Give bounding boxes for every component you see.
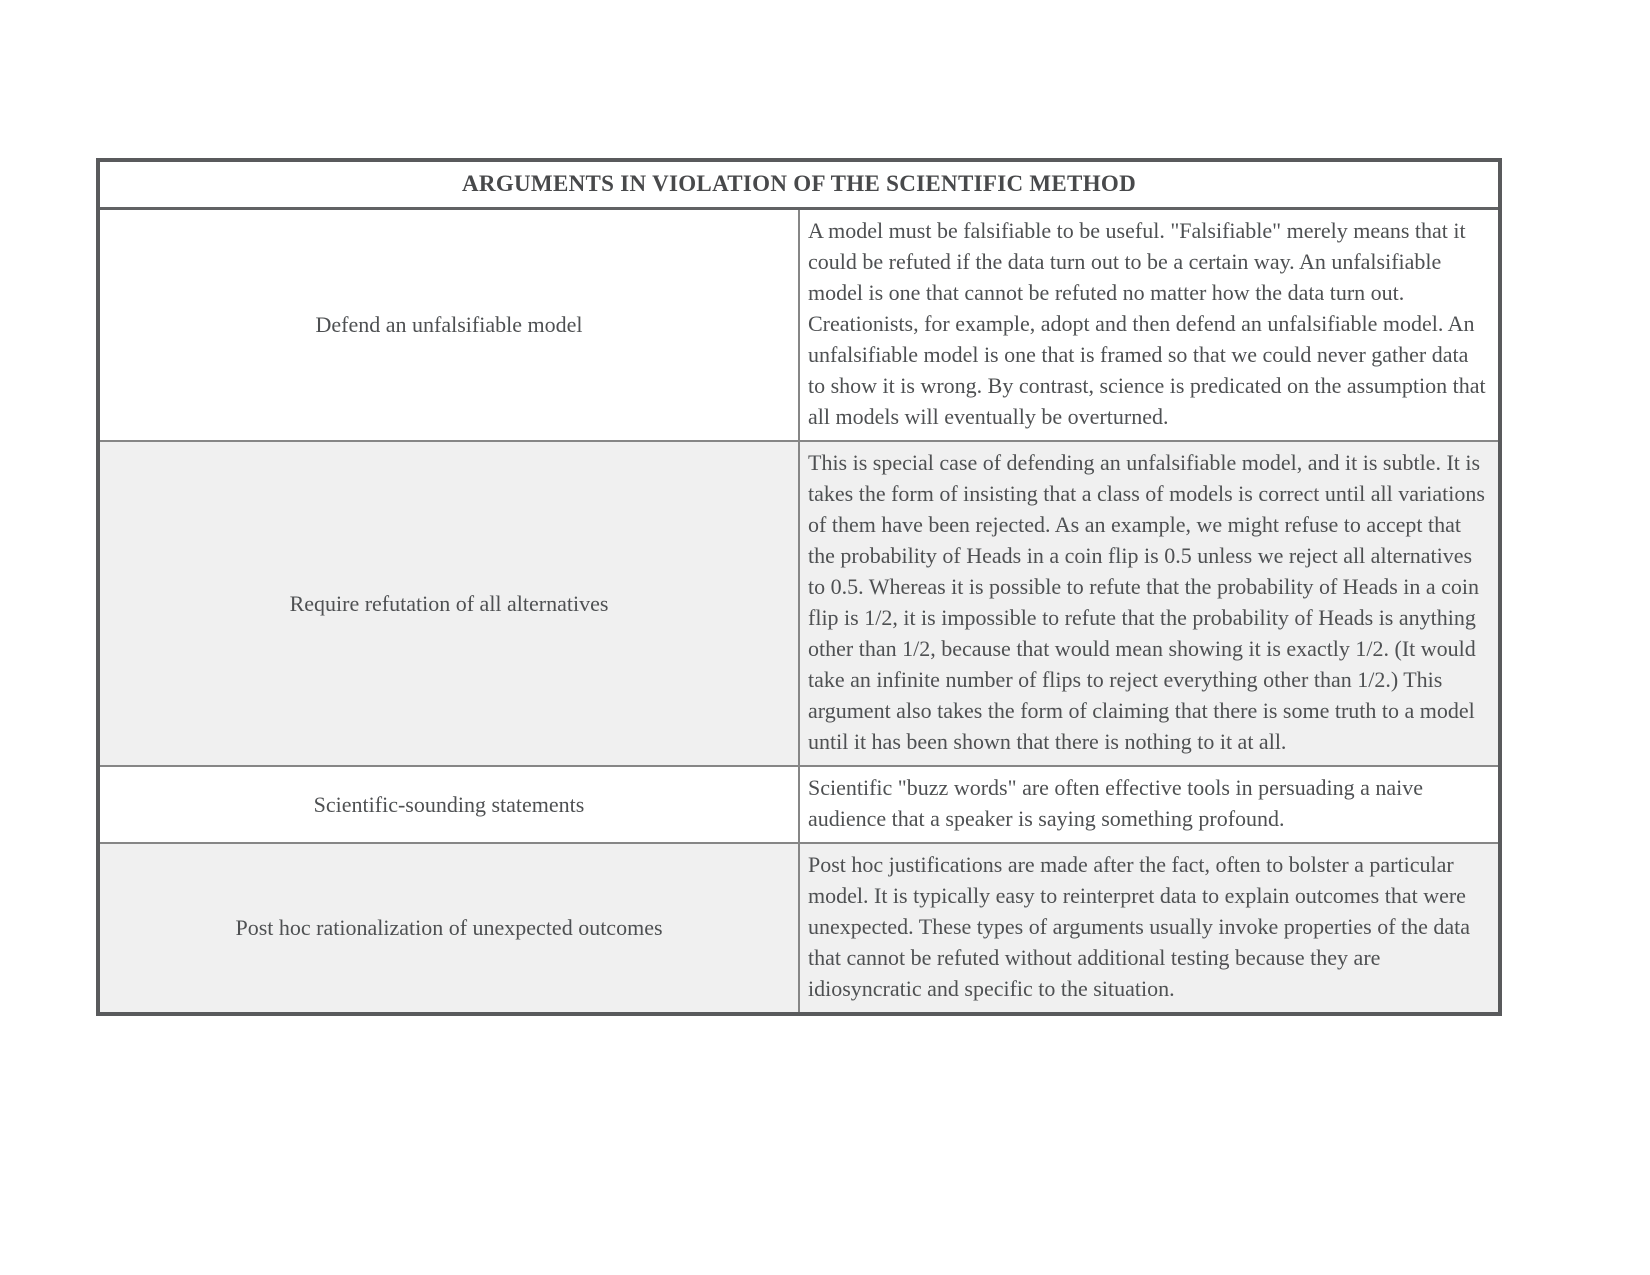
table-row [98,209,1500,442]
argument-description: This is special case of defending an unfalsifiable model, and it is subtle. It is takes the form of insisting that a class of models is correct until all variations of them have been rejected. As an example, we might refuse to accept that the probability of Heads in a coin flip is 0.5 unless we reject all alternatives to 0.5. Whereas it is possible to refute that the probability of Heads in a coin flip is 1/2, it is impossible to refute that the probability of Heads is anything other than 1/2, because that would mean showing it is exactly 1/2. (It would take an infinite number of flips to reject everything other than 1/2.) This argument also takes the form of claiming that there is some truth to a model until it has been shown that there is nothing to it at all. [799,441,1500,766]
argument-label: Post hoc rationalization of unexpected outcomes [98,843,799,1014]
argument-description: Post hoc justifications are made after the fact, often to bolster a particular model. It is typically easy to reinterpret data to explain outcomes that were unexpected. These types of arguments usually invoke properties of the data that cannot be refuted without additional testing because they are idiosyncratic and specific to the situation. [799,843,1500,1014]
argument-label: Scientific-sounding statements [98,766,799,843]
table-row [98,766,1500,843]
argument-description: Scientific "buzz words" are often effective tools in persuading a naive audience that a speaker is saying something profound. [799,766,1500,843]
violations-table [96,158,1502,1016]
argument-description: A model must be falsifiable to be useful. "Falsifiable" merely means that it could be refuted if the data turn out to be a certain way. An unfalsifiable model is one that cannot be refuted no matter how the data turn out. Creationists, for example, adopt and then defend an unfalsifiable model. An unfalsifiable model is one that is framed so that we could never gather data to show it is wrong. By contrast, science is predicated on the assumption that all models will eventually be overturned. [799,209,1500,442]
table-row [98,843,1500,1014]
title-row [98,160,1500,209]
table-title: ARGUMENTS IN VIOLATION OF THE SCIENTIFIC METHOD [98,160,1500,209]
argument-label: Require refutation of all alternatives [98,441,799,766]
argument-label: Defend an unfalsifiable model [98,209,799,442]
table-row [98,441,1500,766]
